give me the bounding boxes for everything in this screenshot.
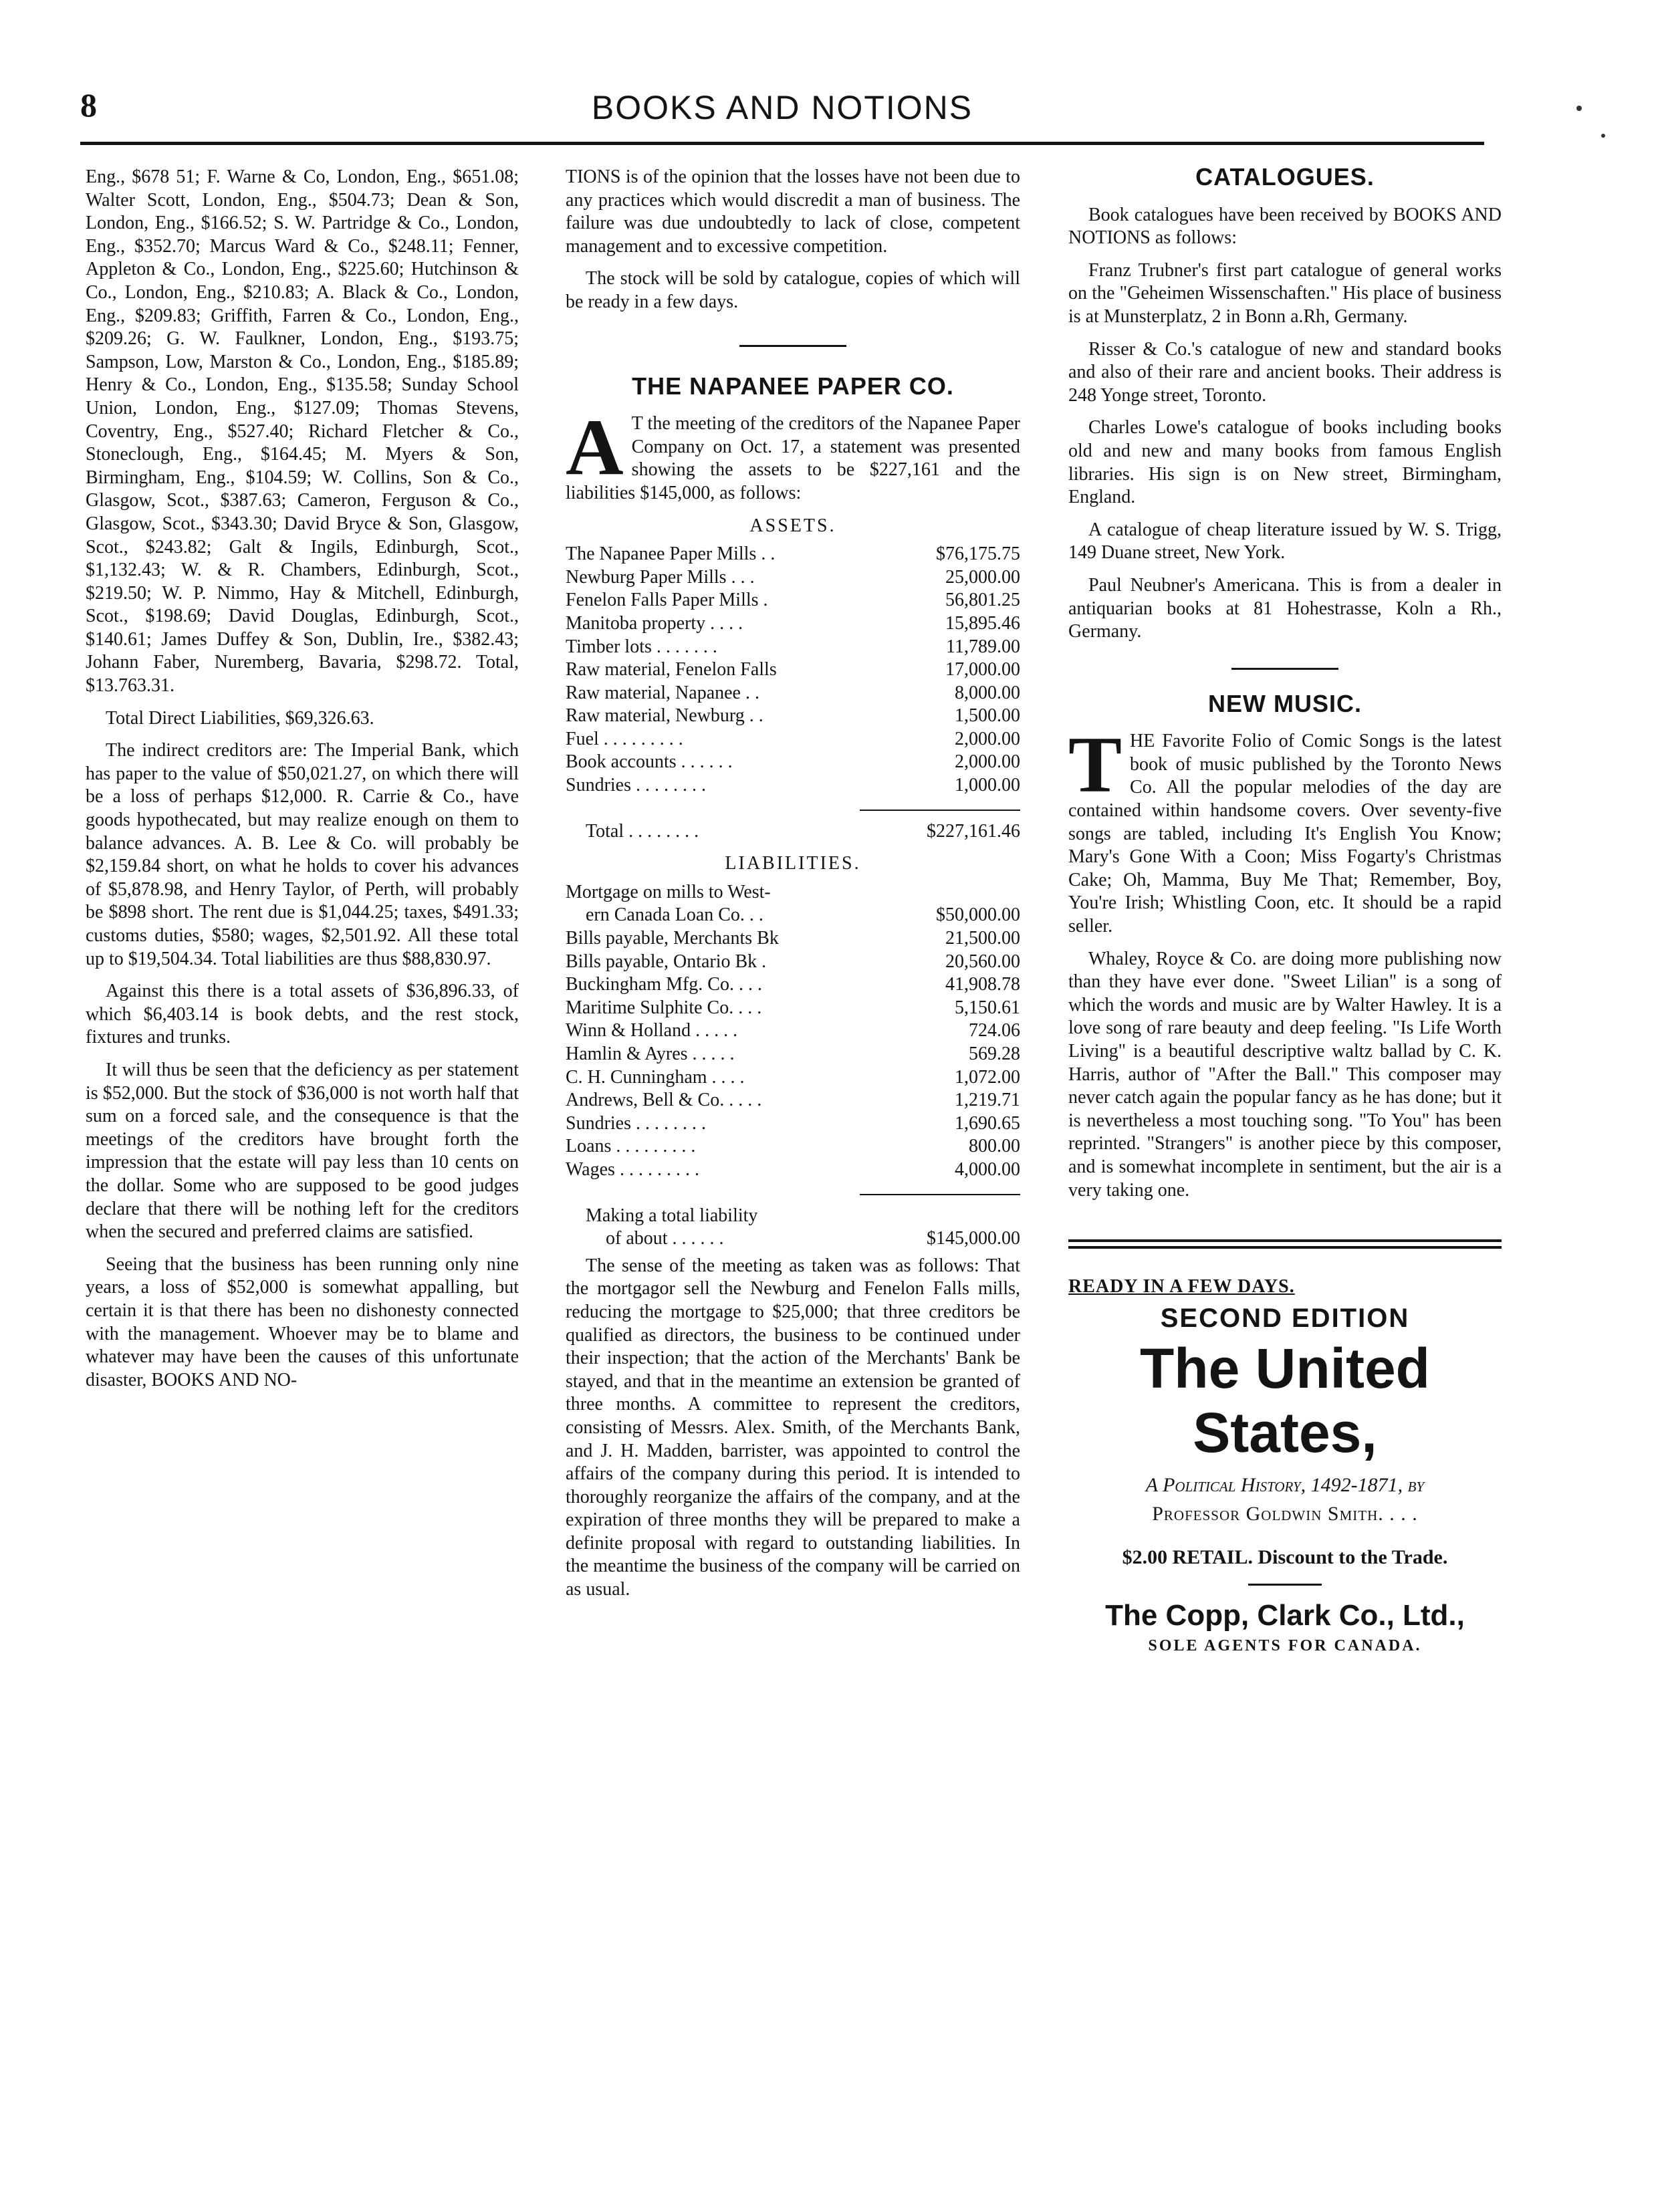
running-title: BOOKS AND NOTIONS (591, 89, 973, 126)
liability-label: Buckingham Mfg. Co. . . . (566, 974, 762, 995)
ad-divider (1248, 1584, 1322, 1586)
asset-label: Raw material, Newburg . . (566, 705, 763, 727)
liability-row (566, 1112, 1020, 1136)
assets-total-label: Total . . . . . . . . (586, 820, 699, 842)
advertisement (1068, 1239, 1502, 1657)
liability-row (566, 1019, 1020, 1043)
liability-row (566, 1158, 1020, 1182)
total-rule (860, 810, 1020, 811)
catalogue-paragraph: A catalogue of cheap literature issued by W. S. Trigg, 149 Duane street, New York. (1068, 519, 1502, 564)
liability-row (566, 1043, 1020, 1066)
liability-label: Maritime Sulphite Co. . . . (566, 997, 762, 1018)
asset-label: Fenelon Falls Paper Mills . (566, 590, 768, 611)
liability-label: Bills payable, Ontario Bk . (566, 951, 767, 972)
assets-row (566, 566, 1020, 590)
liability-label: Hamlin & Ayres . . . . . (566, 1043, 735, 1064)
liability-label: Loans . . . . . . . . . (566, 1136, 696, 1157)
liability-row (566, 1089, 1020, 1112)
drop-cap: T (1068, 720, 1122, 810)
liability-amount: 21,500.00 (945, 928, 1020, 949)
asset-label: Timber lots . . . . . . . (566, 636, 717, 657)
asset-label: Newburg Paper Mills . . . (566, 566, 755, 588)
assets-row (566, 705, 1020, 728)
print-speck (1576, 106, 1582, 111)
liabilities-heading: LIABILITIES. (725, 853, 861, 874)
liability-label: C. H. Cunningham . . . . (566, 1066, 745, 1088)
asset-amount: 25,000.00 (945, 566, 1020, 588)
liability-row (566, 1135, 1020, 1158)
assets-row (566, 728, 1020, 751)
liability-row (566, 881, 1020, 904)
assets-total-row (566, 820, 1020, 844)
section-divider (1231, 668, 1338, 670)
asset-amount: 56,801.25 (945, 590, 1020, 611)
header-rule (80, 142, 1484, 145)
liability-amount: 20,560.00 (945, 951, 1020, 972)
asset-amount: 8,000.00 (955, 682, 1020, 703)
catalogue-paragraph: Risser & Co.'s catalogue of new and standard books and also of their rare and ancient books. Their address is 248 Yonge street, Toronto. (1068, 338, 1502, 406)
liability-amount: 800.00 (969, 1136, 1020, 1157)
liability-row (566, 1066, 1020, 1090)
asset-label: The Napanee Paper Mills . . (566, 543, 776, 565)
direct-liabilities-paragraph: Total Direct Liabilities, $69,326.63. (106, 707, 374, 729)
catalogues-heading: CATALOGUES. (1195, 163, 1375, 191)
assets-total-amount: $227,161.46 (927, 820, 1020, 842)
liability-label: Wages . . . . . . . . . (566, 1158, 699, 1180)
print-speck (1601, 134, 1605, 138)
liability-amount: 1,072.00 (955, 1066, 1020, 1088)
ad-book-title: The United States, (1140, 1337, 1430, 1465)
meeting-sense-paragraph: The sense of the meeting as taken was as follows: That the mortgagor sell the Newburg and Fenelon Falls mills, reducing the mortgage to $25,000; that three creditors be qualified as directors, the business to be continued under their inspection; that the action of the Merchants' Bank be stayed, and that in the meantime an extension be granted of three months. A committee to represent the creditors, consisting of Messrs. Alex. Smith, of the Merchants Bank, and J. H. Madden, barrister, was appointed to control the affairs of the company during this period. It is intended to thoroughly reorganize the affairs of the company, and at the expiration of three months they will be prepared to make a definite proposal with regard to outstanding liabilities. In the meantime the business of the company will be carried on as usual. (566, 1255, 1020, 1600)
liability-label: Mortgage on mills to West- (566, 881, 771, 902)
liability-row (566, 927, 1020, 951)
liability-amount: 1,690.65 (955, 1112, 1020, 1134)
section-divider (739, 345, 846, 347)
asset-label: Sundries . . . . . . . . (566, 775, 706, 796)
ad-rule (1068, 1239, 1502, 1242)
liability-total-label: Making a total liability (586, 1205, 758, 1226)
liability-amount: 569.28 (969, 1043, 1020, 1064)
liability-row (566, 997, 1020, 1020)
assets-row (566, 636, 1020, 659)
asset-label: Book accounts . . . . . . (566, 751, 733, 773)
deficiency-paragraph: It will thus be seen that the deficiency as per statement is $52,000. But the stock of $36,000 is not worth half that sum on a forced sale, and the consequence is that the meetings of the creditors have brought forth the impression that the estate will pay less than 10 cents on the dollar. Some who are supposed to be good judges declare that there will be nothing left for the creditors when the secured and preferred claims are satisfied. (86, 1059, 519, 1243)
liability-label: Sundries . . . . . . . . (566, 1112, 706, 1134)
asset-amount: 2,000.00 (955, 728, 1020, 749)
music-paragraph: Whaley, Royce & Co. are doing more publishing now than they have ever done. "Sweet Lilian" is a song of which the words and music are by Walter Hawley. It is a love song of rare beauty and deep feeling. "Is Life Worth Living" is a beautiful descriptive waltz ballad by C. K. Harris, author of "After the Ball." This composer may never catch again the popular fancy as he has done; but it is nevertheless a most touching song. "To You" has been reprinted. "Strangers" is another piece by this composer, and is somewhat incomplete in sentiment, but the air is a very taking one. (1068, 948, 1502, 1201)
assets-row (566, 682, 1020, 705)
liability-label: Bills payable, Merchants Bk (566, 928, 779, 949)
asset-amount: 15,895.46 (945, 612, 1020, 634)
napanee-heading: THE NAPANEE PAPER CO. (632, 372, 954, 400)
page-number: 8 (80, 86, 97, 124)
total-rule (860, 1194, 1020, 1195)
liabilities-table (566, 881, 1020, 1251)
music-paragraph-text: HE Favorite Folio of Comic Songs is the latest book of music published by the Toronto News Co. All the popular melodies of the day are contained within handsome covers. Over seventy-five songs are tabled, including It's English You Know; Mary's Gone With a Coon; Miss Fogarty's Christmas Cake; Oh, Mamma, Buy Me That; Remember, Boy, You're Irish; Whistling Coon, etc. It should be a rapid seller. (1068, 731, 1502, 937)
column-middle (566, 166, 1020, 1611)
liability-total-label: of about . . . . . . (606, 1228, 724, 1249)
napanee-intro-text: T the meeting of the creditors of the Napanee Paper Company on Oct. 17, a statement was presented showing the assets to be $227,161 and the liabilities $145,000, as follows: (566, 413, 1020, 503)
ad-ready-notice: READY IN A FEW DAYS. (1068, 1276, 1295, 1298)
assets-row (566, 774, 1020, 797)
catalogue-paragraph: Franz Trubner's first part catalogue of general works on the "Geheimen Wissenschaften." His place of business is at Munsterplatz, 2 in Bonn a.Rh, Germany. (1068, 259, 1502, 327)
liability-row (566, 951, 1020, 974)
ad-price: $2.00 RETAIL. Discount to the Trade. (1122, 1546, 1448, 1568)
liability-label: ern Canada Loan Co. . . (586, 904, 763, 926)
new-music-heading: NEW MUSIC. (1208, 689, 1362, 717)
drop-cap: A (566, 402, 624, 492)
ad-subtitle: A Political History, 1492-1871, by (1145, 1474, 1425, 1497)
liability-total-row (566, 1227, 1020, 1251)
music-paragraph (1068, 720, 1502, 938)
indirect-creditors-paragraph: The indirect creditors are: The Imperial Bank, which has paper to the value of $50,021.27, on which there will be a loss of perhaps $12,000. R. Carrie & Co., have goods hypothecated, but may realize enough on them to balance advances. A. B. Lee & Co. will probably be $2,159.84 short, on what he holds to cover his advances of $5,878.98, and Henry Taylor, of Perth, will probably be $898 short. The rent due is $1,044.25; taxes, $491.33; customs duties, $580; wages, $2,501.92. All these total up to $19,504.34. Total liabilities are thus $88,830.97. (86, 740, 519, 969)
assets-heading: ASSETS. (749, 515, 836, 536)
page-header (80, 86, 1484, 139)
asset-amount: 1,500.00 (955, 705, 1020, 727)
napanee-intro (566, 402, 1020, 505)
catalogue-paragraph: Book catalogues have been received by BOOKS AND NOTIONS as follows: (1068, 204, 1502, 249)
assets-row (566, 543, 1020, 566)
column-left (86, 166, 519, 1401)
assets-table (566, 543, 1020, 843)
asset-label: Manitoba property . . . . (566, 612, 743, 634)
assets-row (566, 589, 1020, 612)
publisher-list-paragraph: Eng., $678 51; F. Warne & Co, London, Eng., $651.08; Walter Scott, London, Eng., $504.73; Dean & Son, London, Eng., $166.52; S. W. Partridge & Co., London, Eng., $352.70; Marcus Ward & Co., $248.11; Fenner, Appleton & Co., London, Eng., $225.60; Hutchinson & Co., London, Eng., $210.83; A. Black & Co., London, Eng., $209.83; Griffith, Farren & Co., London, Eng., $209.26; G. W. Faulkner, London, Eng., $193.75; Sampson, Low, Marston & Co., London, Eng., $185.89; Henry & Co., London, Eng., $135.58; Sunday School Union, London, Eng., $127.09; Thomas Stevens, Coventry, Eng., $527.40; Richard Fletcher & Co., Stoneclough, Eng., $164.45; M. Myers & Son, Birmingham, Eng., $104.59; W. Collins, Son & Co., Glasgow, Scot., $387.63; Cameron, Ferguson & Co., Glasgow, Scot., $343.30; David Bryce & Son, Glasgow, Scot., $243.82; Galt & Ingils, Edinburgh, Scot., $1,132.43; W. & R. Chambers, Edinburgh, Scot., $219.50; W. P. Nimmo, Hay & Mitchell, Edinburgh, Scot., $198.69; David Douglas, Edinburgh, Scot., $140.61; James Duffey & Son, Dublin, Ire., $382.43; Johann Faber, Nuremberg, Bavaria, $298.72. Total, $13.763.31. (86, 166, 519, 697)
assets-paragraph: Against this there is a total assets of $36,896.33, of which $6,403.14 is book debts, and the rest stock, fixtures and trunks. (86, 981, 519, 1048)
liability-amount: 4,000.00 (955, 1158, 1020, 1180)
asset-amount: $76,175.75 (936, 543, 1020, 565)
catalogue-sale-paragraph: The stock will be sold by catalogue, copies of which will be ready in a few days. (566, 268, 1020, 312)
opinion-paragraph: TIONS is of the opinion that the losses have not been due to any practices which would discredit a man of business. The failure was due undoubtedly to lack of close, competent management and to excessive competition. (566, 166, 1020, 257)
asset-label: Raw material, Napanee . . (566, 682, 759, 703)
ad-edition: SECOND EDITION (1160, 1303, 1410, 1333)
liability-label: Andrews, Bell & Co. . . . . (566, 1090, 762, 1111)
asset-label: Raw material, Fenelon Falls (566, 659, 777, 681)
liability-amount: 41,908.78 (945, 974, 1020, 995)
liability-row (566, 904, 1020, 927)
ad-agents: SOLE AGENTS FOR CANADA. (1148, 1636, 1422, 1654)
liability-amount: 1,219.71 (955, 1090, 1020, 1111)
assets-row (566, 751, 1020, 774)
catalogue-paragraph: Charles Lowe's catalogue of books including books old and new and many books from famous English libraries. His sign is on New street, Birmingham, England. (1068, 417, 1502, 508)
ad-publisher: The Copp, Clark Co., Ltd., (1105, 1599, 1465, 1632)
liability-label: Winn & Holland . . . . . (566, 1020, 738, 1041)
business-paragraph: Seeing that the business has been running only nine years, a loss of $52,000 is somewhat appalling, but certain it is that there has been no dishonesty connected with the management. Whoever may be to blame and whatever may have been the causes of this unfortunate disaster, BOOKS AND NO- (86, 1253, 519, 1390)
ad-rule (1068, 1246, 1502, 1249)
liability-total-row (566, 1205, 1020, 1228)
liability-row (566, 973, 1020, 997)
asset-amount: 1,000.00 (955, 775, 1020, 796)
catalogue-paragraph: Paul Neubner's Americana. This is from a dealer in antiquarian books at 81 Hohestrasse, Koln a Rh., Germany. (1068, 574, 1502, 642)
assets-row (566, 658, 1020, 682)
asset-amount: 11,789.00 (946, 636, 1020, 657)
ad-author: Professor Goldwin Smith. . . . (1152, 1502, 1418, 1525)
asset-label: Fuel . . . . . . . . . (566, 728, 683, 749)
column-right (1068, 163, 1502, 1657)
asset-amount: 17,000.00 (945, 659, 1020, 681)
asset-amount: 2,000.00 (955, 751, 1020, 773)
liability-amount: 724.06 (969, 1020, 1020, 1041)
assets-row (566, 612, 1020, 636)
liability-amount: 5,150.61 (955, 997, 1020, 1018)
liability-total-amount: $145,000.00 (927, 1228, 1020, 1249)
liability-amount: $50,000.00 (936, 904, 1020, 926)
